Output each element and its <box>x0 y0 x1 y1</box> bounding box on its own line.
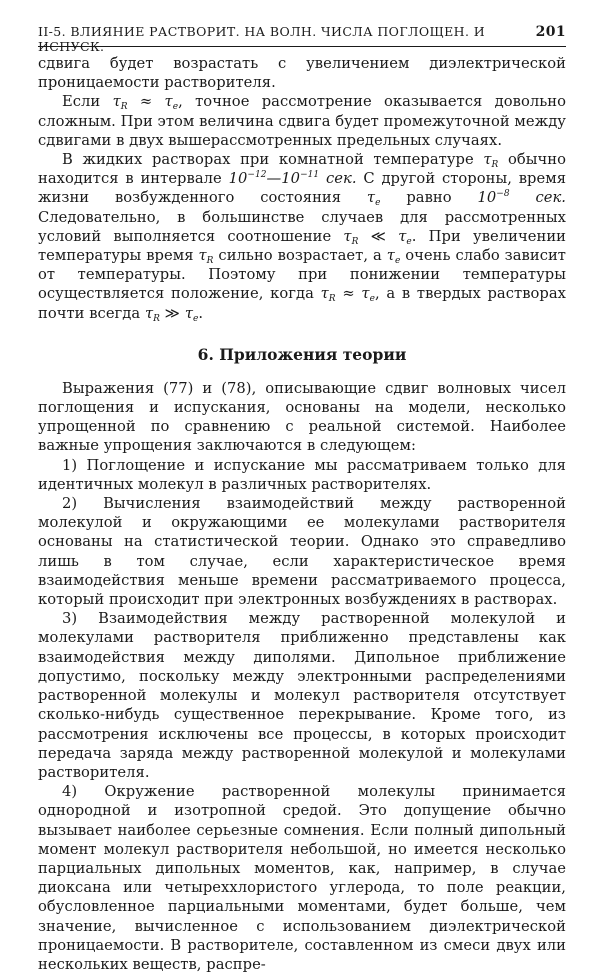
paragraph-continued: сдвига будет возрастать с увеличением диэлектрической проницаемости растворителя. <box>38 55 566 92</box>
running-header <box>38 24 566 54</box>
paragraph-item-3: 3) Взаимодействия между растворенной молекулой и молекулами растворителя приближенно представлены как взаимодействия между диполями. Дипольное приближение допустимо, поскольку между электронными распределениями растворенной молекулы и молекул растворителя отсутствует сколько-нибудь существенное перекрывание. Кроме того, из рассмотрения исключены все процессы, в которых происходит передача заряда между растворенной молекулой и молекулами растворителя. <box>38 610 566 781</box>
section-heading: 6. Приложения теории <box>197 344 407 364</box>
running-title: II-5. ВЛИЯНИЕ РАСТВОРИТ. НА ВОЛН. ЧИСЛА ПОГЛОЩЕН. И ИСПУСК. <box>38 24 486 54</box>
paragraph-item-1: 1) Поглощение и испускание мы рассматриваем только для идентичных молекул в различных растворителях. <box>38 456 566 493</box>
paragraph-intro: Выражения (77) и (78), описывающие сдвиг волновых чисел поглощения и испускания, основаны на модели, несколько упрощенной по сравнению с реальной системой. Наиболее важные упрощения заключаются в следующем: <box>38 379 566 455</box>
tau-r-symbol: $\tau_R$ <box>112 93 128 113</box>
paragraph-equal-times: Если $\tau_R \approx \tau_e$, точное рассмотрение оказывается довольно сложным. При этом величина сдвига будет промежуточной между сдвигами в двух вышерассмотренных предельных случаях. <box>38 93 567 149</box>
page-body <box>38 54 566 974</box>
tau-e-symbol: $\tau_e$ <box>164 93 179 113</box>
paragraph-item-4: 4) Окружение растворенной молекулы принимается однородной и изотропной средой. Это допущение обычно вызывает наиболее серьезные сомнения. Если полный дипольный момент молекул растворителя небольшой, но имеется несколько парциальных дипольных моментов, как, например, в случае диоксана или четыреххлористого углерода, то поле реакции, обусловленное парциальными моментами, будет больше, чем значение, вычисленное с использованием диэлектрической проницаемости. В растворителе, составленном из смеси двух или нескольких веществ, распре- <box>38 783 566 973</box>
paragraph-liquid-solutions: В жидких растворах при комнатной температуре $\tau_R$ обычно находится в интервале $10^{-12}—10^{-11}$ сек. С другой стороны, время жизни возбужденного состояния $\tau_e$ равно $10^{-8}$ сек. Следовательно, в большинстве случаев для рассмотренных условий выполняется соотношение $\tau_R$ ≪ $\tau_e$. При увеличении температуры время $\tau_R$ сильно возрастает, а $\tau_e$ очень слабо зависит от температуры. Поэтому при понижении температуры осуществляется положение, когда $\tau_R \approx \tau_e$, а в твердых растворах почти всегда $\tau_R$ ≫ $\tau_e$. <box>38 151 567 324</box>
page-number: 201 <box>535 24 566 40</box>
paragraph-item-2: 2) Вычисления взаимодействий между растворенной молекулой и окружающими ее молекулами растворителя основаны на статистической теории. Однако это справедливо лишь в том случае, если характеристическое время взаимодействия меньше времени рассматриваемого процесса, который происходит при электронных возбуждениях в растворах. <box>38 495 566 609</box>
range-expression: $10^{-12}—10^{-11}$ <box>228 170 320 188</box>
